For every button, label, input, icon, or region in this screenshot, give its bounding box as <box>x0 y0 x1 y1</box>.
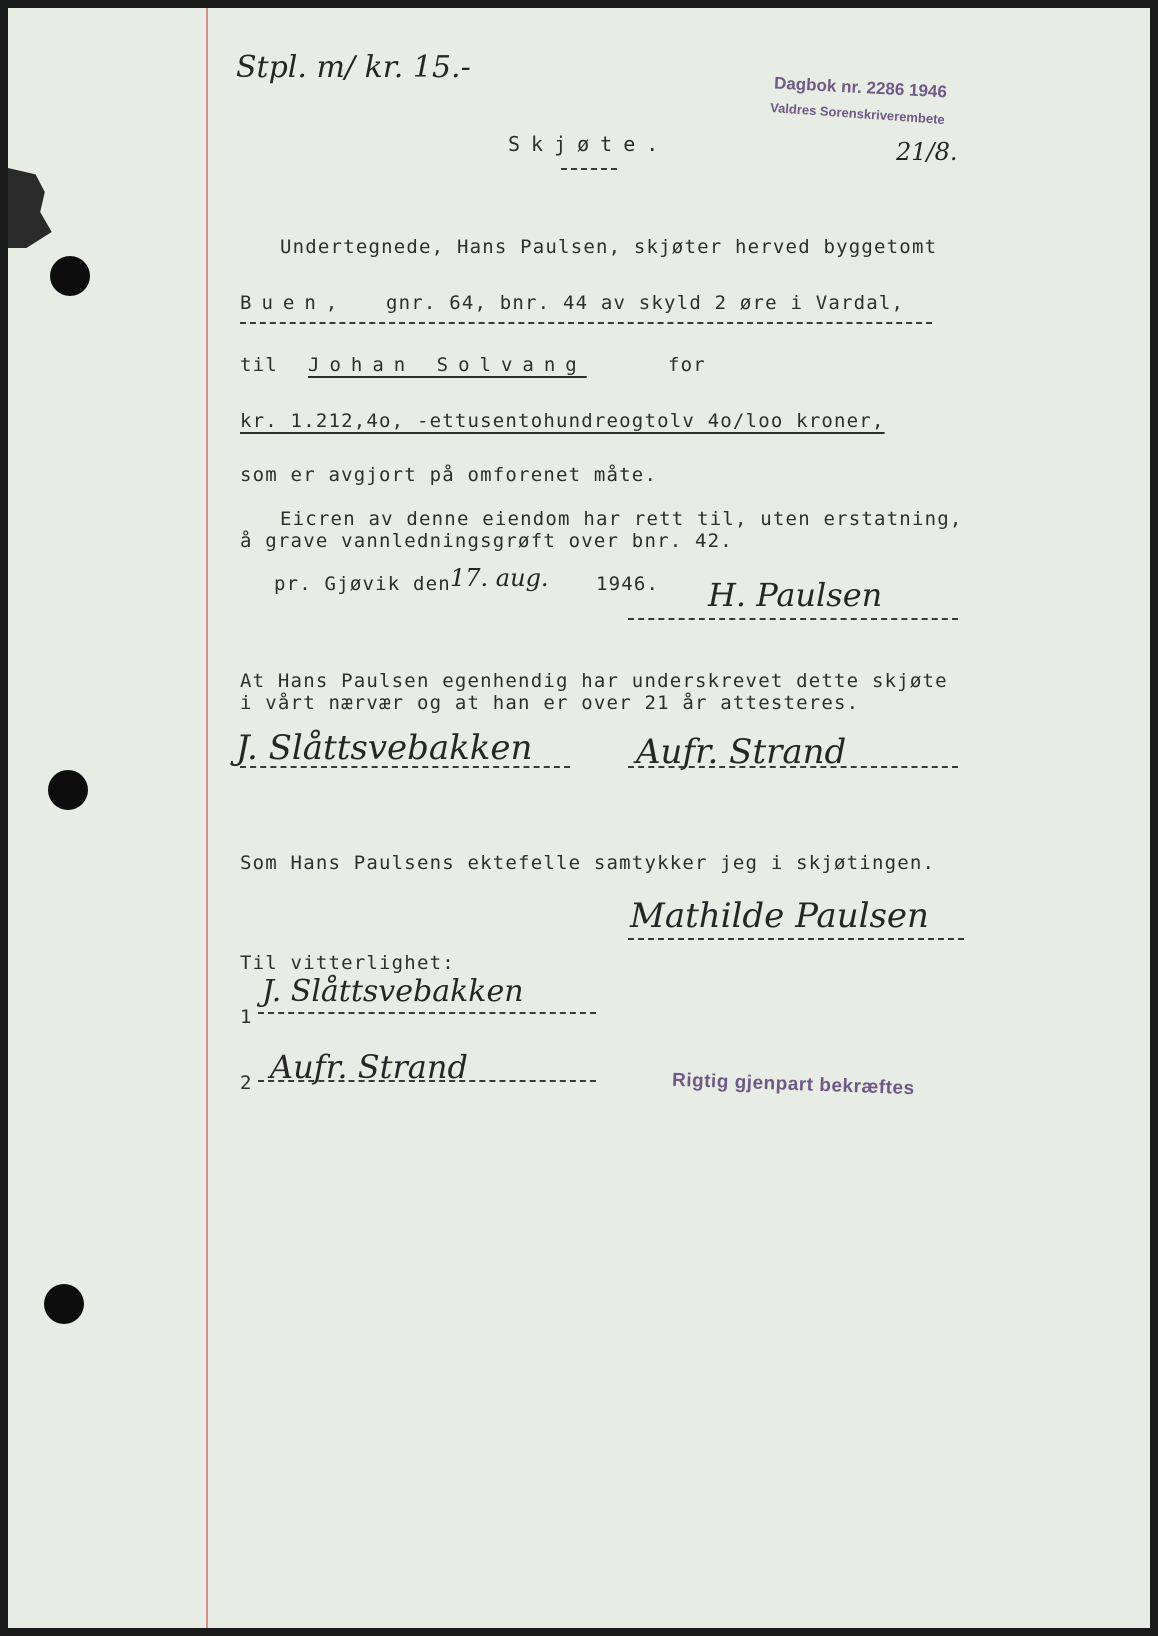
document-page <box>8 8 1150 1628</box>
spouse-signature-line <box>628 938 964 940</box>
punch-hole-3 <box>44 1284 84 1324</box>
owner-signature-line <box>628 618 958 620</box>
document-title: Skjøte. <box>508 132 670 156</box>
witness-line-1 <box>240 766 570 768</box>
consent-text: Som Hans Paulsens ektefelle samtykker jeg i skjøtingen. <box>240 852 936 874</box>
stamp-date: 21/8. <box>896 138 958 166</box>
witness-signature-2: Aufr. Strand <box>636 732 847 772</box>
witness-heading: Til vitterlighet: <box>240 952 455 974</box>
date-year: 1946. <box>596 573 660 595</box>
date-prefix: pr. Gjøvik den <box>274 573 451 595</box>
body-line-3-post: for <box>668 354 706 376</box>
property-underline <box>240 322 932 324</box>
vitterlighet-line-1 <box>258 1012 596 1014</box>
torn-edge <box>8 168 54 248</box>
property-name: Buen, <box>240 292 348 314</box>
body-line-6: Eicren av denne eiendom har rett til, uten erstatning, <box>280 508 963 530</box>
price-line: kr. 1.212,4o, -ettusentohundreogtolv 4o/loo kroner, <box>240 410 885 432</box>
vitterlighet-signature-1: J. Slåttsvebakken <box>262 974 524 1009</box>
vitterlighet-line-2 <box>258 1080 596 1082</box>
date-handwritten: 17. aug. <box>450 564 549 592</box>
spouse-signature: Mathilde Paulsen <box>630 896 929 936</box>
witness-num-1: 1 <box>240 1006 253 1028</box>
body-line-7: å grave vannledningsgrøft over bnr. 42. <box>240 530 733 552</box>
witness-signature-1: J. Slåttsvebakken <box>236 728 533 768</box>
journal-stamp-line2: Valdres Sorenskriverembete <box>769 99 946 128</box>
body-line-5: som er avgjort på omforenet måte. <box>240 464 658 486</box>
punch-hole-2 <box>48 770 88 810</box>
buyer-name: Johan Solvang <box>308 354 587 376</box>
witness-line-2 <box>628 766 958 768</box>
vitterlighet-signature-2: Aufr. Strand <box>270 1048 468 1086</box>
attestation-line-1: At Hans Paulsen egenhendig har underskrevet dette skjøte <box>240 670 948 692</box>
margin-line <box>206 8 208 1628</box>
body-line-3-pre: til <box>240 354 278 376</box>
journal-stamp-line1: Dagbok nr. 2286 1946 <box>773 73 948 102</box>
title-underline <box>561 168 617 170</box>
witness-num-2: 2 <box>240 1072 253 1094</box>
body-line-2: gnr. 64, bnr. 44 av skyld 2 øre i Vardal, <box>386 292 905 314</box>
punch-hole-1 <box>50 256 90 296</box>
owner-signature: H. Paulsen <box>708 576 883 614</box>
body-line-1: Undertegnede, Hans Paulsen, skjøter herved byggetomt <box>280 236 938 258</box>
attestation-line-2: i vårt nærvær og at han er over 21 år attesteres. <box>240 692 860 714</box>
fee-note: Stpl. m/ kr. 15.- <box>236 50 471 85</box>
copy-confirmation-stamp: Rigtig gjenpart bekræftes <box>671 1069 915 1100</box>
